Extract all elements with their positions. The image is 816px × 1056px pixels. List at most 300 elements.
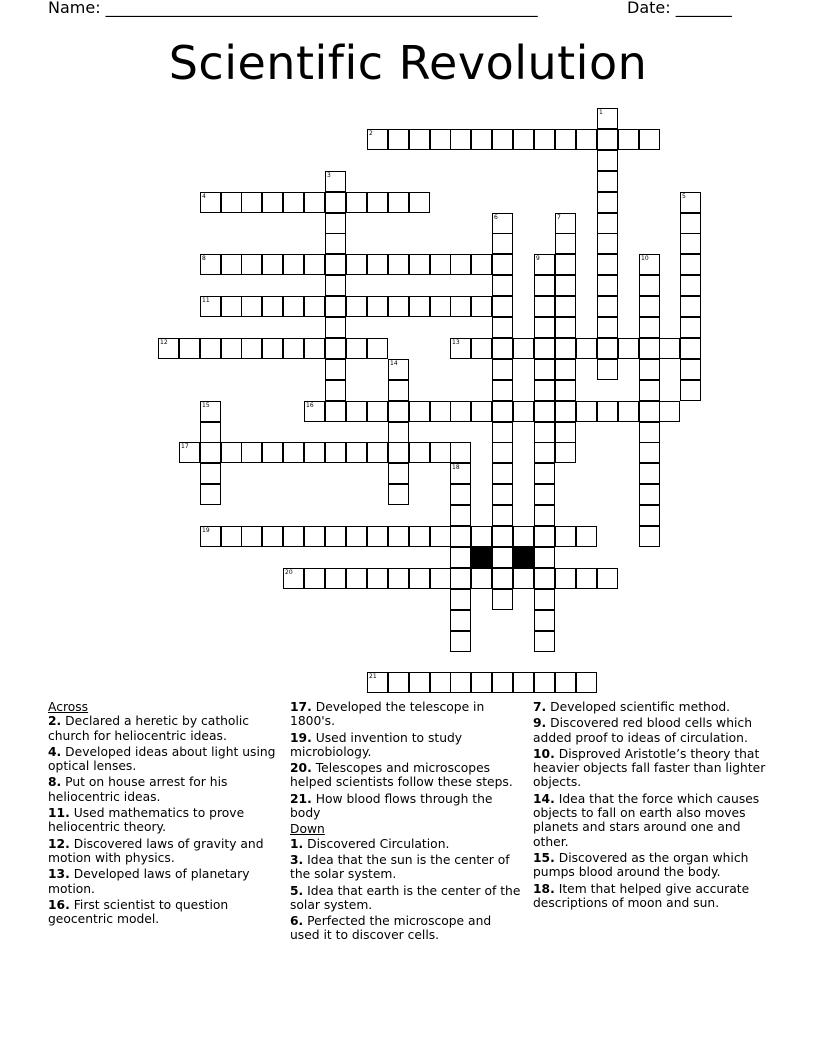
clue-down-3: 3. Idea that the sun is the center of the solar system. [290, 852, 510, 882]
grid-cell[interactable] [325, 401, 346, 422]
grid-cell[interactable] [367, 401, 388, 422]
grid-cell[interactable] [450, 505, 471, 526]
clue-number: 4 [202, 193, 206, 200]
clue-down-14: 14. Idea that the force which causes objects to fall on earth also moves planets and stars around one and other. [533, 791, 760, 849]
clue-number: 18 [452, 464, 460, 471]
clue-down-5: 5. Idea that earth is the center of the solar system. [290, 883, 521, 912]
grid-cell[interactable] [346, 568, 367, 589]
grid-cell[interactable] [241, 442, 262, 463]
grid-cell[interactable] [534, 380, 555, 401]
grid-cell[interactable] [158, 338, 179, 359]
grid-cell[interactable] [555, 568, 576, 589]
grid-cell[interactable] [555, 317, 576, 338]
grid-cell[interactable] [304, 338, 325, 359]
grid-cell[interactable] [304, 254, 325, 275]
clue-number: 12 [160, 339, 168, 346]
grid-cell[interactable] [555, 672, 576, 693]
grid-cell[interactable] [200, 254, 221, 275]
grid-cell[interactable] [639, 296, 660, 317]
grid-cell[interactable] [492, 275, 513, 296]
grid-cell[interactable] [534, 526, 555, 547]
clue-across-2: 2. Declared a heretic by catholic church for heliocentric ideas. [48, 714, 250, 743]
grid-cell[interactable] [325, 192, 346, 213]
clue-column-3 [533, 700, 767, 912]
black-cell [471, 547, 492, 568]
grid-cell[interactable] [680, 213, 701, 234]
grid-cell[interactable] [304, 192, 325, 213]
grid-cell[interactable] [555, 296, 576, 317]
grid-cell[interactable] [241, 254, 262, 275]
grid-cell[interactable] [450, 631, 471, 652]
grid-cell[interactable] [597, 150, 618, 171]
grid-cell[interactable] [597, 213, 618, 234]
grid-cell[interactable] [409, 401, 430, 422]
grid-cell[interactable] [492, 213, 513, 234]
grid-cell[interactable] [241, 192, 262, 213]
grid-cell[interactable] [534, 568, 555, 589]
grid-cell[interactable] [597, 338, 618, 359]
grid-cell[interactable] [492, 422, 513, 443]
down-heading: Down [290, 822, 325, 837]
grid-cell[interactable] [534, 505, 555, 526]
clue-across-16: 16. First scientist to question geocentric model. [48, 897, 229, 927]
grid-cell[interactable] [576, 672, 597, 693]
grid-cell[interactable] [534, 484, 555, 505]
grid-cell[interactable] [283, 442, 304, 463]
grid-cell[interactable] [367, 568, 388, 589]
grid-cell[interactable] [639, 422, 660, 443]
clue-across-13: 13. Developed laws of planetary motion. [48, 867, 250, 896]
grid-cell[interactable] [555, 254, 576, 275]
grid-cell[interactable] [639, 129, 660, 150]
clue-number: 16 [306, 402, 314, 409]
grid-cell[interactable] [597, 359, 618, 380]
grid-cell[interactable] [555, 401, 576, 422]
grid-cell[interactable] [200, 401, 221, 422]
grid-cell[interactable] [388, 401, 409, 422]
grid-cell[interactable] [346, 526, 367, 547]
grid-cell[interactable] [388, 359, 409, 380]
clue-number: 21 [369, 673, 377, 680]
grid-cell[interactable] [534, 401, 555, 422]
date-field[interactable]: Date: _______ [627, 0, 732, 17]
grid-cell[interactable] [680, 380, 701, 401]
clue-across-12: 12. Discovered laws of gravity and motion with physics. [48, 836, 264, 865]
grid-cell[interactable] [555, 380, 576, 401]
grid-cell[interactable] [367, 526, 388, 547]
grid-cell[interactable] [492, 505, 513, 526]
grid-cell[interactable] [471, 254, 492, 275]
grid-cell[interactable] [283, 192, 304, 213]
grid-cell[interactable] [388, 484, 409, 505]
grid-cell[interactable] [409, 254, 430, 275]
grid-cell[interactable] [639, 463, 660, 484]
grid-cell[interactable] [471, 401, 492, 422]
grid-cell[interactable] [221, 296, 242, 317]
grid-cell[interactable] [639, 526, 660, 547]
grid-cell[interactable] [388, 380, 409, 401]
grid-cell[interactable] [200, 338, 221, 359]
grid-cell[interactable] [534, 317, 555, 338]
grid-cell[interactable] [388, 192, 409, 213]
grid-cell[interactable] [597, 317, 618, 338]
clue-across-20: 20. Telescopes and microscopes helped scientists follow these steps. [290, 761, 513, 790]
grid-cell[interactable] [283, 568, 304, 589]
name-field[interactable]: Name: ______________________________________________________ [48, 0, 538, 17]
grid-cell[interactable] [346, 338, 367, 359]
grid-cell[interactable] [597, 171, 618, 192]
grid-cell[interactable] [492, 442, 513, 463]
grid-cell[interactable] [262, 526, 283, 547]
clue-down-18: 18. Item that helped give accurate descriptions of moon and sun. [533, 881, 750, 910]
grid-cell[interactable] [450, 672, 471, 693]
grid-cell[interactable] [325, 338, 346, 359]
grid-cell[interactable] [325, 233, 346, 254]
grid-cell[interactable] [325, 359, 346, 380]
clue-number: 19 [202, 527, 210, 534]
grid-cell[interactable] [346, 442, 367, 463]
black-cell [513, 547, 534, 568]
grid-cell[interactable] [492, 338, 513, 359]
grid-cell[interactable] [471, 338, 492, 359]
grid-cell[interactable] [471, 672, 492, 693]
grid-cell[interactable] [534, 422, 555, 443]
grid-cell[interactable] [639, 317, 660, 338]
clue-down-6: 6. Perfected the microscope and used it to discover cells. [290, 914, 492, 943]
grid-cell[interactable] [346, 296, 367, 317]
grid-cell[interactable] [283, 338, 304, 359]
grid-cell[interactable] [492, 317, 513, 338]
grid-cell[interactable] [639, 275, 660, 296]
grid-cell[interactable] [450, 484, 471, 505]
clue-across-21: 21. How blood flows through the body [290, 791, 493, 821]
grid-cell[interactable] [304, 568, 325, 589]
grid-cell[interactable] [492, 484, 513, 505]
grid-cell[interactable] [221, 526, 242, 547]
grid-cell[interactable] [409, 129, 430, 150]
grid-cell[interactable] [241, 526, 262, 547]
grid-cell[interactable] [450, 568, 471, 589]
grid-cell[interactable] [680, 296, 701, 317]
clue-number: 9 [536, 255, 540, 262]
grid-cell[interactable] [513, 672, 534, 693]
clue-number: 15 [202, 402, 210, 409]
grid-cell[interactable] [555, 526, 576, 547]
grid-cell[interactable] [534, 338, 555, 359]
grid-cell[interactable] [513, 401, 534, 422]
grid-cell[interactable] [492, 254, 513, 275]
grid-cell[interactable] [597, 254, 618, 275]
grid-cell[interactable] [325, 526, 346, 547]
grid-cell[interactable] [262, 442, 283, 463]
grid-cell[interactable] [450, 296, 471, 317]
grid-cell[interactable] [492, 568, 513, 589]
clue-across-8: 8. Put on house arrest for his heliocentric ideas. [48, 775, 228, 804]
grid-cell[interactable] [430, 568, 451, 589]
grid-cell[interactable] [576, 401, 597, 422]
grid-cell[interactable] [534, 631, 555, 652]
grid-cell[interactable] [534, 547, 555, 568]
grid-cell[interactable] [200, 442, 221, 463]
grid-cell[interactable] [492, 672, 513, 693]
grid-cell[interactable] [555, 275, 576, 296]
grid-cell[interactable] [534, 442, 555, 463]
grid-cell[interactable] [618, 401, 639, 422]
grid-cell[interactable] [555, 442, 576, 463]
clue-number: 6 [494, 214, 498, 221]
grid-cell[interactable] [430, 129, 451, 150]
clue-number: 1 [599, 109, 603, 116]
grid-cell[interactable] [325, 380, 346, 401]
grid-cell[interactable] [367, 338, 388, 359]
grid-cell[interactable] [576, 526, 597, 547]
grid-cell[interactable] [409, 526, 430, 547]
grid-cell[interactable] [534, 275, 555, 296]
grid-cell[interactable] [618, 129, 639, 150]
clue-down-15: 15. Discovered as the organ which pumps blood around the body. [533, 850, 749, 880]
grid-cell[interactable] [513, 526, 534, 547]
grid-cell[interactable] [325, 171, 346, 192]
grid-cell[interactable] [639, 442, 660, 463]
grid-cell[interactable] [409, 192, 430, 213]
clue-down-7: 7. Developed scientific method. [533, 700, 731, 714]
grid-cell[interactable] [409, 442, 430, 463]
grid-cell[interactable] [367, 192, 388, 213]
grid-cell[interactable] [555, 213, 576, 234]
grid-cell[interactable] [534, 610, 555, 631]
grid-cell[interactable] [680, 338, 701, 359]
grid-cell[interactable] [325, 275, 346, 296]
grid-cell[interactable] [388, 568, 409, 589]
grid-cell[interactable] [367, 672, 388, 693]
grid-cell[interactable] [597, 568, 618, 589]
grid-cell[interactable] [450, 129, 471, 150]
grid-cell[interactable] [534, 359, 555, 380]
grid-cell[interactable] [639, 359, 660, 380]
grid-cell[interactable] [450, 547, 471, 568]
grid-cell[interactable] [221, 338, 242, 359]
grid-cell[interactable] [304, 442, 325, 463]
grid-cell[interactable] [659, 338, 680, 359]
grid-cell[interactable] [492, 359, 513, 380]
grid-cell[interactable] [409, 296, 430, 317]
grid-cell[interactable] [221, 442, 242, 463]
grid-cell[interactable] [659, 401, 680, 422]
clue-across-19: 19. Used invention to study microbiology. [290, 730, 463, 759]
grid-cell[interactable] [534, 589, 555, 610]
page-title: Scientific Revolution [168, 36, 648, 90]
grid-cell[interactable] [450, 338, 471, 359]
grid-cell[interactable] [388, 442, 409, 463]
clue-across-11: 11. Used mathematics to prove heliocentric theory. [48, 806, 245, 835]
grid-cell[interactable] [639, 484, 660, 505]
grid-cell[interactable] [450, 442, 471, 463]
grid-cell[interactable] [304, 296, 325, 317]
grid-cell[interactable] [388, 129, 409, 150]
grid-cell[interactable] [597, 192, 618, 213]
clue-number: 17 [181, 443, 189, 450]
grid-cell[interactable] [221, 254, 242, 275]
grid-cell[interactable] [471, 568, 492, 589]
grid-cell[interactable] [680, 254, 701, 275]
grid-cell[interactable] [367, 129, 388, 150]
grid-cell[interactable] [325, 296, 346, 317]
grid-cell[interactable] [534, 672, 555, 693]
grid-cell[interactable] [409, 672, 430, 693]
grid-cell[interactable] [346, 192, 367, 213]
grid-cell[interactable] [200, 526, 221, 547]
grid-cell[interactable] [471, 296, 492, 317]
grid-cell[interactable] [304, 401, 325, 422]
grid-cell[interactable] [367, 254, 388, 275]
grid-cell[interactable] [450, 254, 471, 275]
grid-cell[interactable] [534, 463, 555, 484]
grid-cell[interactable] [555, 422, 576, 443]
grid-cell[interactable] [262, 296, 283, 317]
grid-cell[interactable] [430, 296, 451, 317]
grid-cell[interactable] [555, 338, 576, 359]
clue-number: 8 [202, 255, 206, 262]
grid-cell[interactable] [576, 568, 597, 589]
grid-cell[interactable] [492, 547, 513, 568]
grid-cell[interactable] [200, 484, 221, 505]
grid-cell[interactable] [325, 442, 346, 463]
clue-down-9: 9. Discovered red blood cells which added proof to ideas of circulation. [533, 716, 752, 745]
grid-cell[interactable] [179, 442, 200, 463]
clue-number: 7 [557, 214, 561, 221]
grid-cell[interactable] [325, 317, 346, 338]
clue-number: 10 [641, 255, 649, 262]
grid-cell[interactable] [639, 401, 660, 422]
grid-cell[interactable] [367, 296, 388, 317]
grid-cell[interactable] [680, 317, 701, 338]
grid-cell[interactable] [430, 254, 451, 275]
grid-cell[interactable] [492, 526, 513, 547]
grid-cell[interactable] [388, 672, 409, 693]
grid-cell[interactable] [492, 463, 513, 484]
grid-cell[interactable] [325, 213, 346, 234]
grid-cell[interactable] [241, 338, 262, 359]
grid-cell[interactable] [576, 338, 597, 359]
clue-number: 3 [327, 172, 331, 179]
clue-across-17: 17. Developed the telescope in 1800's. [290, 700, 485, 729]
grid-cell[interactable] [492, 401, 513, 422]
across-heading: Across [48, 700, 89, 714]
grid-cell[interactable] [450, 526, 471, 547]
grid-cell[interactable] [367, 442, 388, 463]
grid-cell[interactable] [639, 254, 660, 275]
grid-cell[interactable] [325, 254, 346, 275]
grid-cell[interactable] [555, 129, 576, 150]
grid-cell[interactable] [639, 505, 660, 526]
grid-cell[interactable] [346, 254, 367, 275]
grid-cell[interactable] [680, 359, 701, 380]
grid-cell[interactable] [325, 568, 346, 589]
grid-cell[interactable] [492, 129, 513, 150]
clue-across-4: 4. Developed ideas about light using optical lenses. [48, 744, 276, 774]
grid-cell[interactable] [241, 296, 262, 317]
grid-cell[interactable] [262, 254, 283, 275]
grid-cell[interactable] [283, 526, 304, 547]
grid-cell[interactable] [680, 233, 701, 254]
grid-cell[interactable] [304, 526, 325, 547]
grid-cell[interactable] [221, 192, 242, 213]
grid-cell[interactable] [639, 380, 660, 401]
grid-cell[interactable] [200, 296, 221, 317]
grid-cell[interactable] [513, 129, 534, 150]
grid-cell[interactable] [450, 589, 471, 610]
grid-cell[interactable] [388, 422, 409, 443]
clue-column-2 [290, 700, 524, 945]
clue-number: 5 [682, 193, 686, 200]
grid-cell[interactable] [430, 526, 451, 547]
grid-cell[interactable] [450, 463, 471, 484]
grid-cell[interactable] [534, 254, 555, 275]
grid-cell[interactable] [200, 192, 221, 213]
grid-cell[interactable] [513, 338, 534, 359]
clue-number: 14 [390, 360, 398, 367]
grid-cell[interactable] [262, 192, 283, 213]
grid-cell[interactable] [262, 338, 283, 359]
grid-cell[interactable] [179, 338, 200, 359]
grid-cell[interactable] [597, 129, 618, 150]
grid-cell[interactable] [597, 275, 618, 296]
clue-number: 20 [285, 569, 293, 576]
clue-down-10: 10. Disproved Aristotle’s theory that heavier objects fall faster than lighter objects. [533, 746, 766, 790]
clue-down-1: 1. Discovered Circulation. [290, 836, 450, 851]
grid-cell[interactable] [639, 338, 660, 359]
grid-cell[interactable] [200, 422, 221, 443]
grid-cell[interactable] [200, 463, 221, 484]
grid-cell[interactable] [680, 192, 701, 213]
grid-cell[interactable] [492, 296, 513, 317]
grid-cell[interactable] [430, 672, 451, 693]
grid-cell[interactable] [597, 233, 618, 254]
grid-cell[interactable] [283, 254, 304, 275]
grid-cell[interactable] [471, 526, 492, 547]
clue-number: 2 [369, 130, 373, 137]
grid-cell[interactable] [618, 338, 639, 359]
grid-cell[interactable] [597, 296, 618, 317]
grid-cell[interactable] [450, 401, 471, 422]
grid-cell[interactable] [430, 401, 451, 422]
grid-cell[interactable] [430, 442, 451, 463]
grid-cell[interactable] [555, 233, 576, 254]
grid-cell[interactable] [513, 568, 534, 589]
grid-cell[interactable] [346, 401, 367, 422]
grid-cell[interactable] [388, 296, 409, 317]
clue-column-1 [48, 700, 276, 928]
grid-cell[interactable] [388, 463, 409, 484]
grid-cell[interactable] [680, 275, 701, 296]
grid-cell[interactable] [409, 568, 430, 589]
grid-cell[interactable] [388, 254, 409, 275]
grid-cell[interactable] [492, 589, 513, 610]
grid-cell[interactable] [471, 129, 492, 150]
clue-number: 13 [452, 339, 460, 346]
grid-cell[interactable] [388, 526, 409, 547]
grid-cell[interactable] [534, 296, 555, 317]
grid-cell[interactable] [597, 108, 618, 129]
grid-cell[interactable] [492, 233, 513, 254]
grid-cell[interactable] [597, 401, 618, 422]
grid-cell[interactable] [555, 359, 576, 380]
grid-cell[interactable] [492, 380, 513, 401]
grid-cell[interactable] [576, 129, 597, 150]
grid-cell[interactable] [283, 296, 304, 317]
grid-cell[interactable] [534, 129, 555, 150]
grid-cell[interactable] [450, 610, 471, 631]
